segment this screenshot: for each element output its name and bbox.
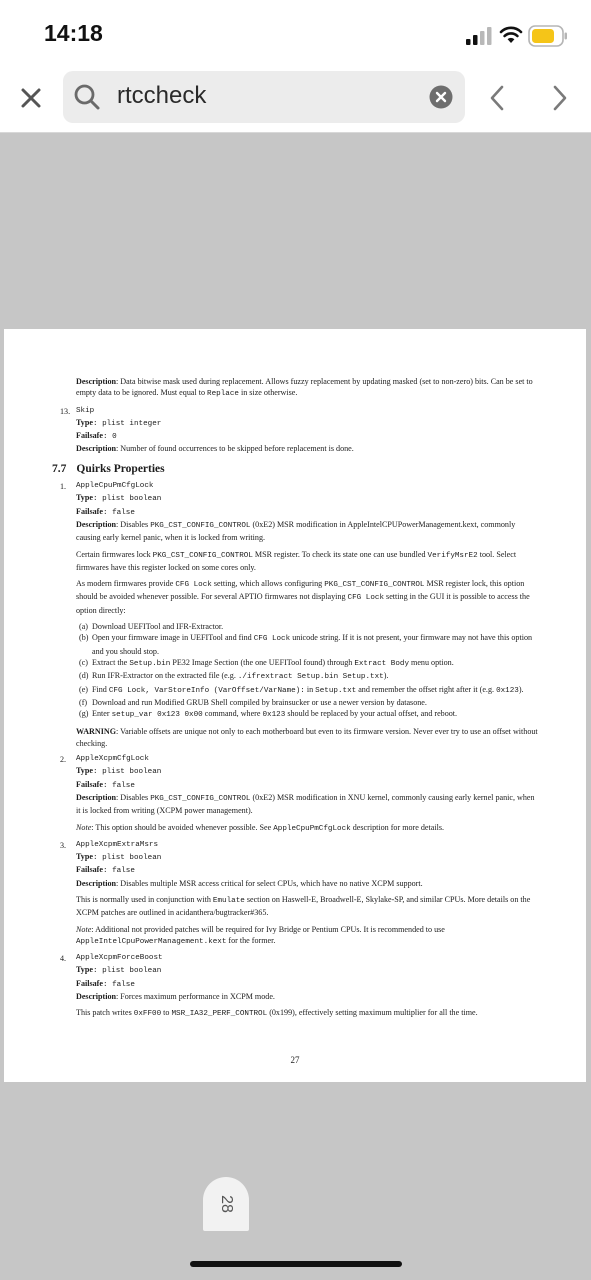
- page-content: [52, 376, 540, 1021]
- replace-mask-description: Description: Data bitwise mask used during replacement. Allows fuzzy replacement by updating masked (set to non-zero) bits. Can be set to empty data to be ignored. Must equal to Replace in size otherwise.: [76, 377, 533, 399]
- step-b: (b) Open your firmware image in UEFITool and find CFG Lock unicode string. If it is not present, your firmware may not have this option and you should stop.: [79, 633, 533, 656]
- previous-result-icon[interactable]: [486, 83, 508, 113]
- skip-item: 13. Skip Type: plist integer Failsafe: 0 Description: Number of found occurrences to be skipped before replacement is done.: [60, 406, 354, 454]
- page-indicator-tab[interactable]: [203, 1177, 249, 1231]
- search-query[interactable]: rtccheck: [117, 82, 207, 109]
- warning-paragraph: WARNING: Variable offsets are unique not only to each motherboard but even to its firmware version. Never ever try to use an offset without checking.: [76, 727, 538, 748]
- wifi-icon: [499, 24, 523, 44]
- step-c: (c) Extract the Setup.bin PE32 Image Section (the one UEFITool found) through Extract Body menu option.: [79, 657, 454, 668]
- quirk-item-applecpupmcfglock: 1. AppleCpuPmCfgLock Type: plist boolean Failsafe: false Description: Disables PKG_CST_CONFIG_CONTROL (0xE2) MSR modification in AppleIntelCPUPowerManagement.kext, commonly causing early kernel panic, when it is locked from writing. Certain firmwares lock PKG_CST_CONFIG_CONTROL MSR register. To check its state one can use bundled VerifyMsrE2 tool. Select firmwares have this register locked on some cores only. As modern firmwares provide CFG Lock setting, which allows configuring PKG_CST_CONFIG_CONTROL MSR register lock, this option should be avoided whenever possible. For several APTIO firmwares not displaying CFG Lock setting in the GUI it is possible to access the option directly:: [60, 482, 530, 615]
- cellular-signal-icon: [466, 27, 492, 45]
- step-a: (a) Download UEFITool and IFR-Extractor.: [79, 622, 224, 632]
- step-e: (e) Find CFG Lock, VarStoreInfo (VarOffset/VarName): in Setup.txt and remember the offset right after it (e.g. 0x123).: [79, 684, 524, 695]
- page-indicator-label: 28: [217, 1195, 235, 1213]
- quirk-item-applexcpmcfglock: 2. AppleXcpmCfgLock Type: plist boolean Failsafe: false Description: Disables PKG_CST_CONFIG_CONTROL (0xE2) MSR modification in XNU kernel, commonly causing early kernel panic, when it is locked from writing (XCPM power management). Note: This option should be avoided whenever possible. See AppleCpuPmCfgLock description for more details.: [60, 755, 535, 833]
- next-result-icon[interactable]: [549, 83, 571, 113]
- page-number: 27: [290, 1055, 300, 1065]
- close-icon[interactable]: [16, 83, 46, 113]
- battery-icon: [528, 25, 568, 47]
- section-heading: 7.7 Quirks Properties: [52, 462, 165, 475]
- status-time: 14:18: [44, 20, 103, 46]
- status-bar: [0, 0, 591, 66]
- search-icon: [73, 83, 101, 111]
- quirk-item-applexcpmextramsrs: 3. AppleXcpmExtraMsrs Type: plist boolean Failsafe: false Description: Disables multiple MSR access critical for select CPUs, which have no native XCPM support. This is normally used in conjunction with Emulate section on Haswell-E, Broadwell-E, Skylake-SP, and similar CPUs. More details on the XCPM patches are outlined in acidanthera/bugtracker#365. Note: Additional not provided patches will be required for Ivy Bridge or Pentium CPUs. It is recommended to use AppleIntelCpuPowerManagement.kext for the former.: [60, 840, 531, 946]
- step-g: (g) Enter setup_var 0x123 0x00 command, where 0x123 should be replaced by your actual offset, and reboot.: [79, 709, 458, 720]
- quirk-item-applexcpmforceboost: 4. AppleXcpmForceBoost Type: plist boolean Failsafe: false Description: Forces maximum performance in XCPM mode. This patch writes 0xFF00 to MSR_IA32_PERF_CONTROL (0x199), effectively setting maximum multiplier for all the time.: [60, 954, 478, 1019]
- step-d: (d) Run IFR-Extractor on the extracted file (e.g. ./ifrextract Setup.bin Setup.txt).: [79, 671, 389, 682]
- home-indicator[interactable]: [190, 1261, 402, 1267]
- clear-search-icon[interactable]: [429, 85, 453, 109]
- search-toolbar: [0, 66, 591, 133]
- search-input[interactable]: [63, 71, 465, 123]
- step-f: (f) Download and run Modified GRUB Shell compiled by brainsucker or use a newer version by datasone.: [79, 697, 427, 707]
- document-page[interactable]: [4, 329, 586, 1082]
